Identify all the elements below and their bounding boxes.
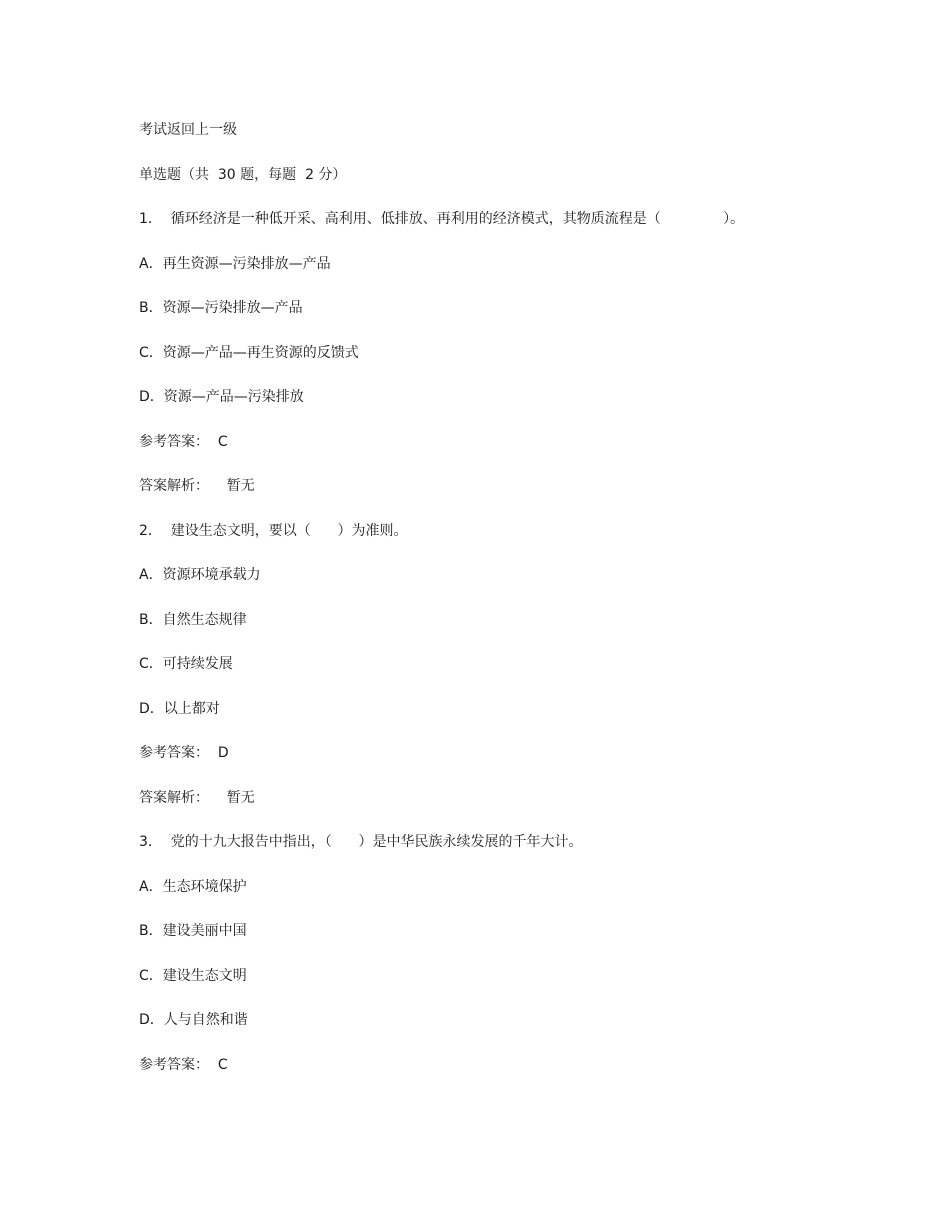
question-option: A．资源环境承载力 bbox=[139, 567, 261, 583]
reference-answer: 参考答案： C bbox=[139, 1056, 228, 1073]
exam-page bbox=[139, 118, 859, 1097]
question-option: A．生态环境保护 bbox=[139, 878, 247, 895]
answer-analysis: 答案解析： 暂无 bbox=[139, 478, 255, 494]
header-nav bbox=[139, 118, 859, 142]
question-option: B．自然生态规律 bbox=[139, 611, 247, 628]
answer-analysis: 答案解析： 暂无 bbox=[139, 789, 255, 806]
question-option: C．资源—产品—再生资源的反馈式 bbox=[139, 344, 359, 361]
back-link[interactable]: 返回上一级 bbox=[167, 122, 237, 138]
question-stem: 1． 循环经济是一种低开采、高利用、低排放、再利用的经济模式，其物质流程是（ ）。 bbox=[139, 211, 745, 227]
question-stem: 3． 党的十九大报告中指出，（ ）是中华民族永续发展的千年大计。 bbox=[139, 834, 583, 850]
question-option: D．人与自然和谐 bbox=[139, 1012, 248, 1028]
question-option: B．建设美丽中国 bbox=[139, 923, 247, 939]
section-title: 单选题（共 30 题，每题 2 分） bbox=[139, 166, 347, 183]
exam-link[interactable]: 考试 bbox=[139, 122, 167, 138]
question-option: B．资源—污染排放—产品 bbox=[139, 300, 303, 316]
question-option: D．以上都对 bbox=[139, 700, 220, 717]
question-option: D．资源—产品—污染排放 bbox=[139, 389, 304, 405]
reference-answer: 参考答案： C bbox=[139, 433, 228, 450]
question-stem: 2． 建设生态文明，要以（ ）为准则。 bbox=[139, 522, 408, 539]
reference-answer: 参考答案： D bbox=[139, 745, 229, 761]
question-option: C．建设生态文明 bbox=[139, 967, 247, 984]
question-option: A．再生资源—污染排放—产品 bbox=[139, 255, 331, 272]
question-option: C．可持续发展 bbox=[139, 656, 233, 672]
